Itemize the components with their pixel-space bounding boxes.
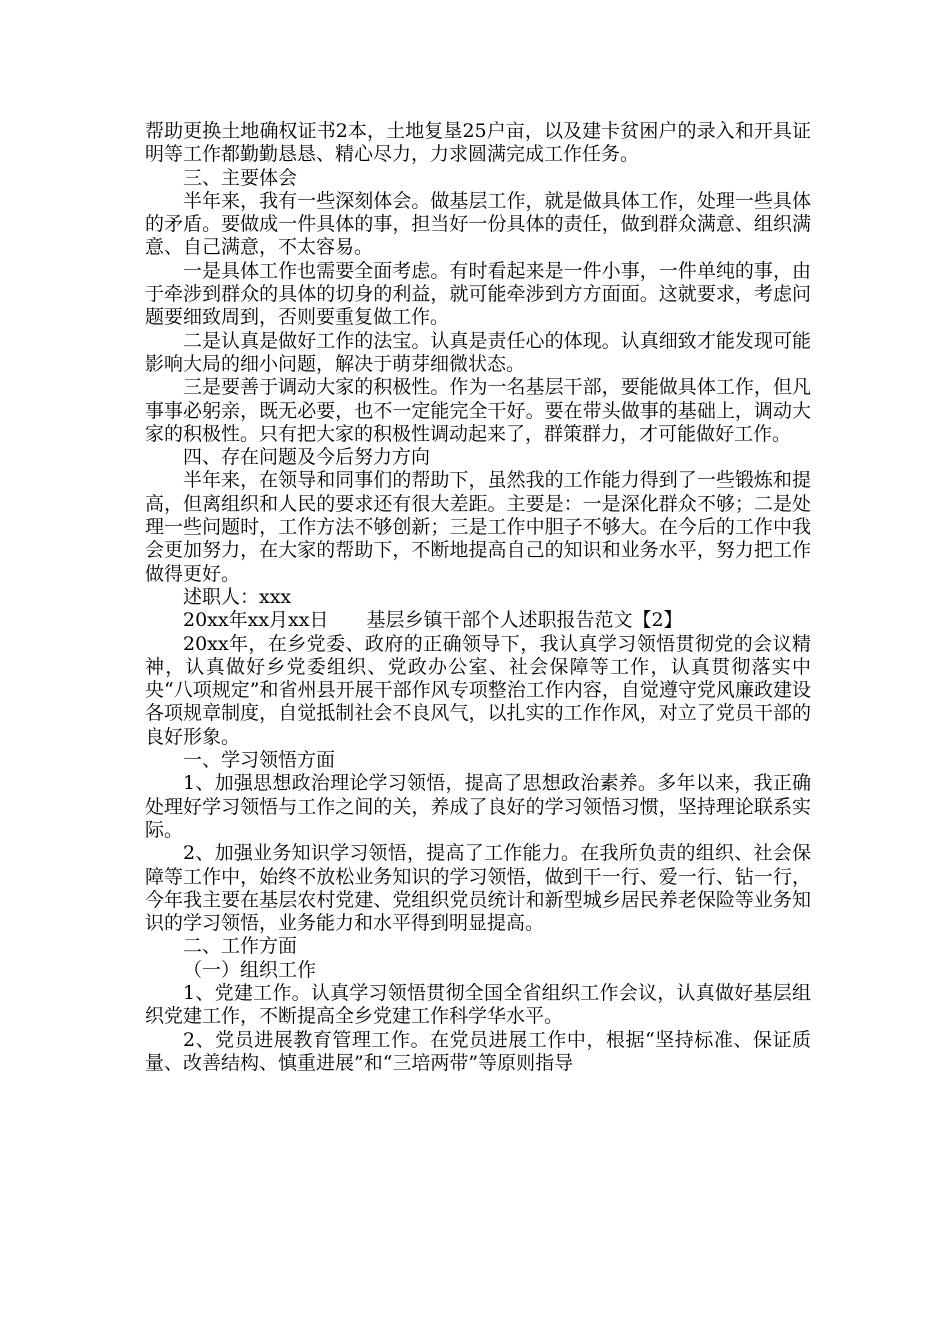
date-and-next-title: 20xx年xx月xx日 基层乡镇干部个人述职报告范文【2】 <box>183 609 683 632</box>
paragraph: 2、加强业务知识学习领悟，提高了工作能力。在我所负责的组织、社会保障等工作中，始终不放松业务知识的学习领悟，做到干一行、爱一行、钻一行，今年我主要在基层农村党建、党组织党员统计和新型城乡居民养老保险等业务知识的学习领悟，业务能力和水平得到明显提高。 <box>145 842 811 935</box>
paragraph: 20xx年，在乡党委、政府的正确领导下，我认真学习领悟贯彻党的会议精神，认真做好乡党委组织、党政办公室、社会保障等工作，认真贯彻落实中央“八项规定”和省州县开展干部作风专项整治工作内容，自觉遵守党风廉政建设各项规章制度，自觉抵制社会不良风气，以扎实的工作作风，对立了党员干部的良好形象。 <box>145 632 811 748</box>
paragraph: 半年来，我有一些深刻体会。做基层工作，就是做具体工作，处理一些具体的矛盾。要做成一件具体的事，担当好一份具体的责任，做到群众满意、组织满意、自己满意，不太容易。 <box>145 189 811 259</box>
section-heading-problems: 四、存在问题及今后努力方向 <box>183 446 431 469</box>
section-heading-study: 一、学习领悟方面 <box>183 749 336 772</box>
paragraph: 二是认真是做好工作的法宝。认真是责任心的体现。认真细致才能发现可能影响大局的细小问题，解决于萌芽细微状态。 <box>145 329 811 375</box>
paragraph: 半年来，在领导和同事们的帮助下，虽然我的工作能力得到了一些锻炼和提高，但离组织和人民的要求还有很大差距。主要是：一是深化群众不够；二是处理一些问题时，工作方法不够创新；三是工作中胆子不够大。在今后的工作中我会更加努力，在大家的帮助下，不断地提高自己的知识和业务水平，努力把工作做得更好。 <box>145 469 811 585</box>
paragraph: 三是要善于调动大家的积极性。作为一名基层干部，要能做具体工作，但凡事事必躬亲，既无必要，也不一定能完全干好。要在带头做事的基础上，调动大家的积极性。只有把大家的积极性调动起来了，群策群力，才可能做好工作。 <box>145 376 811 445</box>
paragraph: 一是具体工作也需要全面考虑。有时看起来是一件小事，一件单纯的事，由于牵涉到群众的具体的切身的利益，就可能牵涉到方方面面。这就要求，考虑问题要细致周到，否则要重复做工作。 <box>145 259 811 329</box>
section-heading-work: 二、工作方面 <box>183 935 298 958</box>
paragraph: 2、党员进展教育管理工作。在党员进展工作中，根据“坚持标准、保证质量、改善结构、慎重进展”和“三培两带”等原则指导 <box>145 1028 811 1074</box>
document-page <box>145 120 811 1075</box>
paragraph-continued: 帮助更换土地确权证书2本，土地复垦25户亩，以及建卡贫困户的录入和开具证明等工作都勤勤恳恳、精心尽力，力求圆满完成工作任务。 <box>145 120 811 166</box>
reporter-line: 述职人：xxx <box>183 585 292 608</box>
paragraph: 1、党建工作。认真学习领悟贯彻全国全省组织工作会议，认真做好基层组织党建工作，不断提高全乡党建工作科学华水平。 <box>145 981 811 1028</box>
subsection-heading-organization: （一）组织工作 <box>183 958 317 981</box>
section-heading-main-experience: 三、主要体会 <box>183 166 298 189</box>
paragraph: 1、加强思想政治理论学习领悟，提高了思想政治素养。多年以来，我正确处理好学习领悟与工作之间的关，养成了良好的学习领悟习惯，坚持理论联系实际。 <box>145 772 811 841</box>
